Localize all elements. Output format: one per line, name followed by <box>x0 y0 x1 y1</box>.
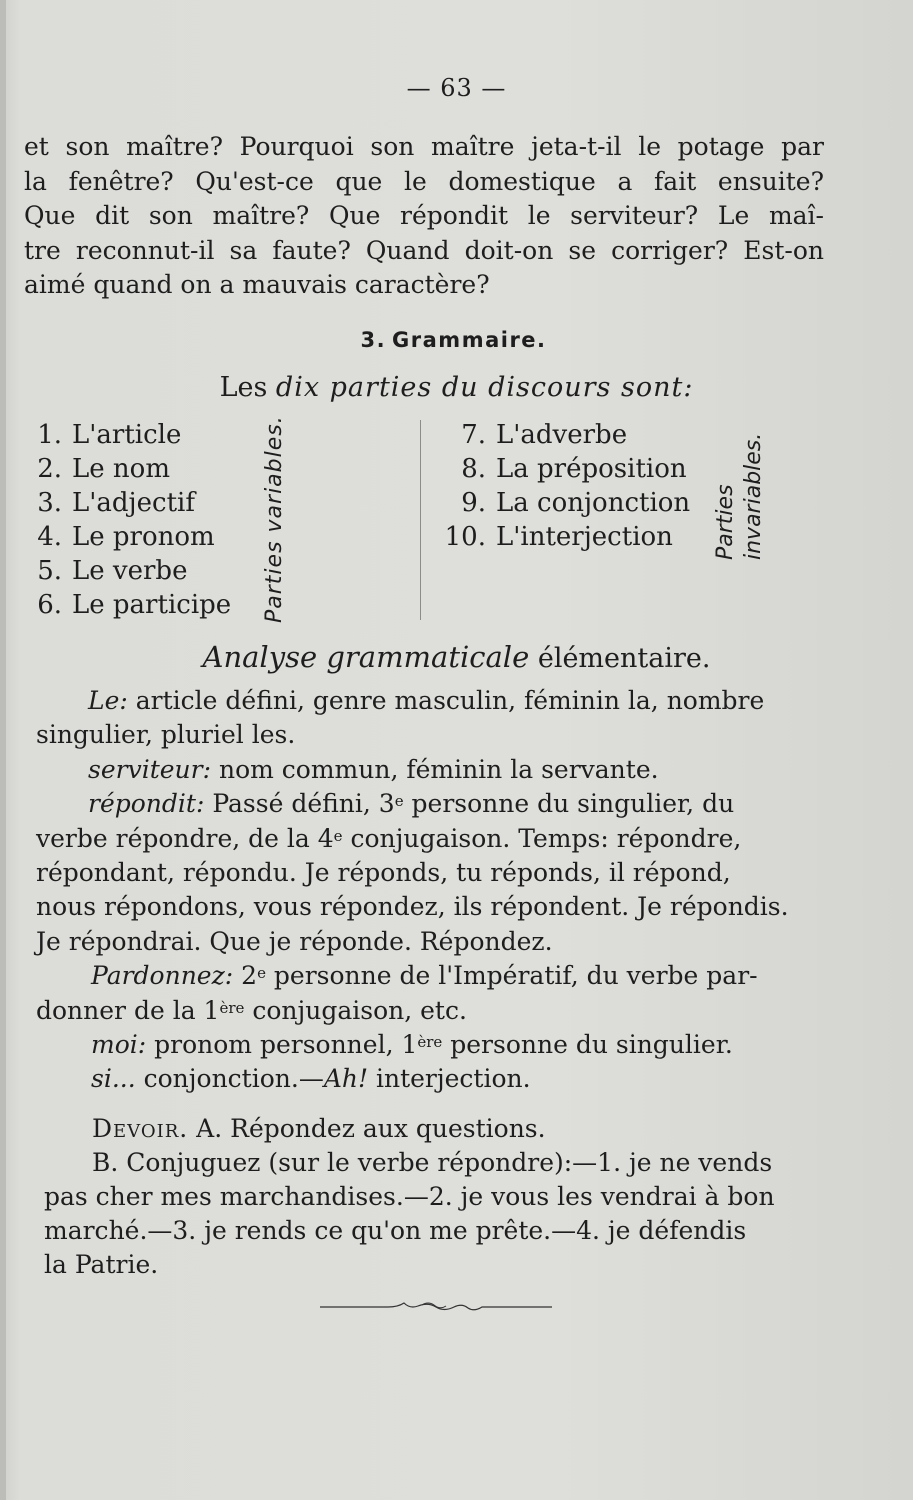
list-item: 7. L'adverbe <box>461 420 628 450</box>
invariable-label-line: Parties <box>713 484 738 560</box>
list-item: 8. La préposition <box>461 454 687 484</box>
homework-section <box>44 1112 826 1282</box>
lead-italic: dix parties du discours sont: <box>275 372 694 403</box>
analysis-line: Le: article défini, genre masculin, féminin la, nombre <box>88 686 765 715</box>
list-item: 3. L'adjectif <box>37 488 195 518</box>
intro-line: aimé quand on a mauvais caractère? <box>24 270 490 299</box>
intro-line: la fenêtre? Qu'est-ce que le domestique a fait ensuite? <box>24 166 824 196</box>
grammar-heading-title: Grammaire. <box>392 328 547 352</box>
invariable-parts-list <box>440 418 690 554</box>
list-item: 5. Le verbe <box>37 556 188 586</box>
homework-line: Devoir. A. Répondez aux questions. <box>92 1114 546 1143</box>
column-divider <box>420 420 421 620</box>
analysis-line: Je répondrai. Que je réponde. Répondez. <box>36 926 553 956</box>
variable-parts-label: Parties variables. <box>262 415 287 623</box>
page-binding-edge <box>0 0 6 1500</box>
list-item: 2. Le nom <box>37 454 170 484</box>
analysis-line: répondit: Passé défini, 3e personne du singulier, du <box>88 789 735 819</box>
analysis-line: nous répondons, vous répondez, ils répondent. Je répondis. <box>36 892 789 922</box>
analysis-heading <box>0 640 913 674</box>
homework-line: la Patrie. <box>44 1250 159 1279</box>
list-item: 10. L'interjection <box>444 522 673 552</box>
analysis-line: Pardonnez: 2e personne de l'Impératif, du verbe par- <box>91 961 758 991</box>
intro-line: Que dit son maître? Que répondit le serviteur? Le maî- <box>24 201 824 230</box>
invariable-parts-label <box>712 433 768 560</box>
list-item: 1. L'article <box>37 420 182 450</box>
analysis-line: verbe répondre, de la 4e conjugaison. Temps: répondre, <box>36 823 742 853</box>
intro-line: et son maître? Pourquoi son maître jeta-t-il le potage par <box>24 132 824 161</box>
page-number: — 63 — <box>406 74 507 102</box>
homework-line: pas cher mes marchandises.—2. je vous les vendrai à bon <box>44 1182 775 1211</box>
grammar-heading-number: 3. <box>360 328 387 352</box>
homework-line: B. Conjuguez (sur le verbe répondre):—1. je ne vends <box>92 1148 773 1177</box>
list-item: 9. La conjonction <box>461 488 691 518</box>
grammar-heading <box>0 328 913 352</box>
parts-of-speech-lead <box>0 372 913 403</box>
intro-paragraph <box>24 130 824 303</box>
analysis-line: singulier, pluriel les. <box>36 720 296 750</box>
analysis-line: donner de la 1ère conjugaison, etc. <box>36 995 467 1025</box>
end-ornament-icon <box>318 1300 554 1314</box>
analysis-line: si... conjonction.—Ah! interjection. <box>91 1064 531 1094</box>
analysis-heading-rest: élémentaire. <box>537 643 711 674</box>
analysis-line: moi: pronom personnel, 1ère personne du singulier. <box>91 1030 733 1060</box>
variable-parts-list <box>34 418 231 622</box>
list-item: 6. Le participe <box>37 590 232 620</box>
analysis-line: répondant, répondu. Je réponds, tu réponds, il répond, <box>36 858 731 888</box>
grammatical-analysis <box>36 684 822 1097</box>
analysis-heading-italic: Analyse grammaticale <box>202 640 530 674</box>
list-item: 4. Le pronom <box>37 522 215 552</box>
intro-line: tre reconnut-il sa faute? Quand doit-on se corriger? Est-on <box>24 235 824 265</box>
analysis-line: serviteur: nom commun, féminin la servante. <box>88 754 659 784</box>
lead-prefix: Les <box>219 372 268 403</box>
homework-line: marché.—3. je rends ce qu'on me prête.—4. je défendis <box>44 1216 747 1245</box>
invariable-label-line: invariables. <box>741 432 766 560</box>
